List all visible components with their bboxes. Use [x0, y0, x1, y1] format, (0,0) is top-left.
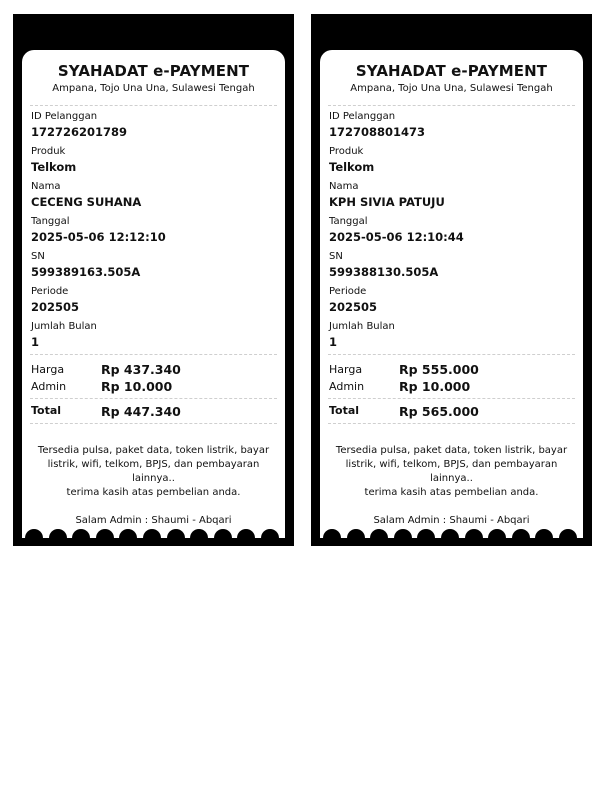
scallop-notch — [49, 529, 67, 538]
scallop-notch — [441, 529, 459, 538]
scallop-notch — [512, 529, 530, 538]
product-value: Telkom — [329, 160, 375, 174]
date-value: 2025-05-06 12:12:10 — [31, 230, 166, 244]
scallop-notch — [394, 529, 412, 538]
customer-id-value: 172726201789 — [31, 125, 128, 139]
admin-note: Salam Admin : Shaumi - Abqari — [373, 515, 530, 526]
date-label: Tanggal — [329, 216, 368, 227]
receipt-subtitle: Ampana, Tojo Una Una, Sulawesi Tengah — [52, 83, 255, 94]
receipt-title: SYAHADAT e-PAYMENT — [355, 62, 548, 80]
price-label: Harga — [31, 363, 65, 376]
divider — [328, 354, 575, 355]
period-label: Periode — [329, 286, 367, 297]
scallop-notch — [190, 529, 208, 538]
name-value: KPH SIVIA PATUJU — [329, 195, 445, 209]
scallop-notch — [143, 529, 161, 538]
price-label: Harga — [329, 363, 363, 376]
scallop-notch — [488, 529, 506, 538]
period-value: 202505 — [329, 300, 378, 314]
divider — [30, 398, 277, 399]
receipt-title: SYAHADAT e-PAYMENT — [57, 62, 250, 80]
divider — [30, 423, 277, 424]
admin-fee-label: Admin — [329, 380, 365, 393]
scallop-notch — [417, 529, 435, 538]
sn-label: SN — [329, 251, 343, 262]
divider — [30, 354, 277, 355]
scallop-notch — [323, 529, 341, 538]
thanks-text: terima kasih atas pembelian anda. — [66, 487, 241, 498]
scallop-notch — [167, 529, 185, 538]
date-label: Tanggal — [31, 216, 70, 227]
receipt-card — [320, 50, 583, 538]
price-value: Rp 555.000 — [399, 362, 479, 377]
name-label: Nama — [329, 181, 359, 192]
scallop-notch — [25, 529, 43, 538]
months-value: 1 — [329, 335, 338, 349]
total-label: Total — [31, 404, 62, 417]
receipt-screenshot-right — [311, 14, 592, 546]
name-value: CECENG SUHANA — [31, 195, 142, 209]
sn-label: SN — [31, 251, 45, 262]
divider — [328, 398, 575, 399]
admin-fee-value: Rp 10.000 — [399, 379, 471, 394]
price-value: Rp 437.340 — [101, 362, 181, 377]
scallop-notch — [370, 529, 388, 538]
product-label: Produk — [329, 146, 364, 157]
receipt-tear-edge — [22, 526, 285, 538]
total-label: Total — [329, 404, 360, 417]
receipt-subtitle: Ampana, Tojo Una Una, Sulawesi Tengah — [350, 83, 553, 94]
months-label: Jumlah Bulan — [31, 321, 97, 332]
scallop-notch — [237, 529, 255, 538]
scallop-notch — [214, 529, 232, 538]
promo-text: Tersedia pulsa, paket data, token listrik, bayar listrik, wifi, telkom, BPJS, dan pembayaran lainnya.. — [335, 445, 568, 484]
scallop-notch — [347, 529, 365, 538]
thanks-text: terima kasih atas pembelian anda. — [364, 487, 539, 498]
product-label: Produk — [31, 146, 66, 157]
product-value: Telkom — [31, 160, 77, 174]
divider — [328, 423, 575, 424]
name-label: Nama — [31, 181, 61, 192]
scallop-notch — [559, 529, 577, 538]
scallop-notch — [465, 529, 483, 538]
scallop-notch — [96, 529, 114, 538]
receipt-card — [22, 50, 285, 538]
divider — [30, 105, 277, 106]
receipt-screenshot-left — [13, 14, 294, 546]
months-value: 1 — [31, 335, 40, 349]
promo-text: Tersedia pulsa, paket data, token listrik, bayar listrik, wifi, telkom, BPJS, dan pembayaran lainnya.. — [37, 445, 270, 484]
divider — [328, 105, 575, 106]
customer-id-value: 172708801473 — [329, 125, 426, 139]
period-label: Periode — [31, 286, 69, 297]
scallop-notch — [119, 529, 137, 538]
total-value: Rp 565.000 — [399, 404, 479, 419]
admin-fee-label: Admin — [31, 380, 67, 393]
admin-note: Salam Admin : Shaumi - Abqari — [75, 515, 232, 526]
customer-id-label: ID Pelanggan — [31, 111, 98, 122]
months-label: Jumlah Bulan — [329, 321, 395, 332]
period-value: 202505 — [31, 300, 80, 314]
total-value: Rp 447.340 — [101, 404, 181, 419]
sn-value: 599389163.505A — [31, 265, 141, 279]
customer-id-label: ID Pelanggan — [329, 111, 396, 122]
admin-fee-value: Rp 10.000 — [101, 379, 173, 394]
sn-value: 599388130.505A — [329, 265, 439, 279]
scallop-notch — [261, 529, 279, 538]
scallop-notch — [535, 529, 553, 538]
receipt-tear-edge — [320, 526, 583, 538]
scallop-notch — [72, 529, 90, 538]
date-value: 2025-05-06 12:10:44 — [329, 230, 464, 244]
